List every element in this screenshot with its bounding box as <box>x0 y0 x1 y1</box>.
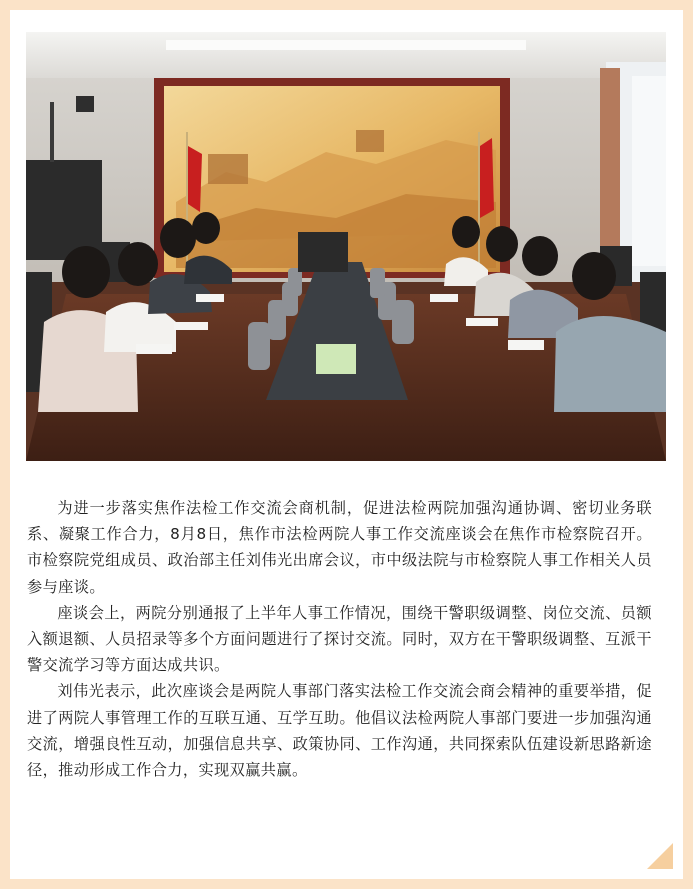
article-paragraph: 为进一步落实焦作法检工作交流会商机制，促进法检两院加强沟通协调、密切业务联系、凝聚工作合力，8月8日，焦作市法检两院人事工作交流座谈会在焦作市检察院召开。市检察院党组成员、政治部主任刘伟光出席会议，市中级法院与市检察院人事工作相关人员参与座谈。 <box>27 499 652 596</box>
meeting-photo <box>26 32 666 461</box>
article-paragraph: 座谈会上，两院分别通报了上半年人事工作情况，围绕干警职级调整、岗位交流、员额入额退额、人员招录等多个方面问题进行了探讨交流。同时，双方在干警职级调整、互派干警交流学习等方面达成共识。 <box>27 603 652 675</box>
corner-decoration <box>647 843 673 869</box>
article-card <box>10 10 683 879</box>
article-body <box>27 495 652 783</box>
article-paragraph: 刘伟光表示，此次座谈会是两院人事部门落实法检工作交流会商会精神的重要举措，促进了两院人事管理工作的互联互通、互学互助。他倡议法检两院人事部门要进一步加强沟通交流，增强良性互动，加强信息共享、政策协同、工作沟通，共同探索队伍建设新思路新途径，推动形成工作合力，实现双赢共赢。 <box>27 682 652 780</box>
